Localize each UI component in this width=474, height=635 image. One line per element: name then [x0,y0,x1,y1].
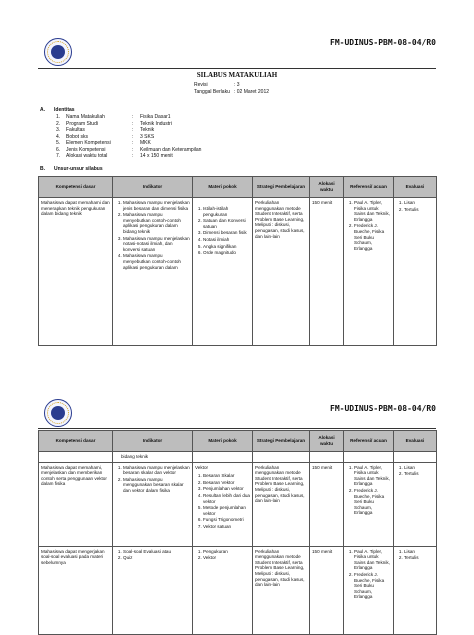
identitas-value: MKK [140,140,151,146]
tanggal-value: : 02 Maret 2012 [234,88,270,95]
list-item: 3. Dimensi besaran fisik [203,230,250,236]
table-row [39,546,437,634]
header-divider [38,428,436,429]
list-item: 2. Tertulis [404,555,434,561]
list-item: 2. Tertulis [404,207,434,213]
list-item: 3. Mahasiswa mampu menjelaskan notasi-notasi ilmiah, dan konversi satuan [123,236,190,253]
indikator-cell [113,546,193,634]
revisi-label: Revisi [194,82,208,88]
list-item: 5. Metode penjumlahan vektor [203,505,250,516]
identitas-colon: : [132,133,134,140]
table-row [39,198,437,346]
alokasi-cell: 150 menit [310,546,344,634]
header-evaluasi: Evaluasi [394,177,437,198]
list-item: 2. Satuan dan Konversi satuan [203,218,250,229]
header-indikator: Indikator [113,177,193,198]
identitas-number: 6. [56,146,61,153]
identitas-number: 5. [56,140,61,146]
table-header-row [39,431,437,452]
section-a-label: Identitas [54,107,75,113]
materi-cell [193,462,253,546]
identitas-colon: : [132,146,134,153]
form-code: FM-UDINUS-PBM-08-04/R0 [330,38,436,47]
referensi-cell [344,198,394,346]
identitas-number: 7. [56,153,61,159]
carry-over-text: bidang teknik [121,454,149,459]
materi-cell [193,198,253,346]
identitas-value: Keilmuan dan Keterampilan [140,146,202,153]
tanggal-label: Tanggal Berlaku [194,88,230,95]
list-item: 6. Orde magnitudo [203,250,250,256]
identitas-colon: : [132,114,134,120]
list-item: 2. Frederick J. Bueche, Fisika Seri Buku Schaum, Erlangga [354,488,391,516]
identitas-label: Bobot sks [66,133,88,140]
strategi-cell: Perkuliahan menggunakan metode Student Interaktif, serta Problem Base Learning, Meliputi : diskusi, penugasan, studi kasus, dan lain-lain [253,546,310,634]
identitas-value: Teknik Industri [140,120,172,127]
list-item: 1. Mahasiswa mampu menjelaskan besaran skalar dan vektor [123,465,190,476]
list-item: 6. Fungsi Trigonometri [203,517,250,523]
identitas-number: 3. [56,127,61,133]
list-item: 7. Vektor satuan [203,524,250,530]
evaluasi-cell [394,462,437,546]
kompetensi-cell: Mahasiswa dapat memahami dan menerapkan teknik pengukuran dalam bidang teknik [39,198,113,346]
indikator-cell [113,462,193,546]
identitas-value: 3 SKS [140,133,155,140]
silabus-table [38,176,437,346]
table-row [39,452,437,463]
empty-cell [193,452,253,463]
kompetensi-cell: Mahasiswa dapat mengerjakan soal-soal evaluasi pada materi sebelumnya [39,546,113,634]
header-materi: Materi pokok [193,177,253,198]
list-item: 1. Soal-soal Evaluasi atau [123,549,190,555]
identitas-label: Elemen Kompetensi [66,140,111,146]
empty-cell [394,452,437,463]
strategi-cell: Perkuliahan menggunakan metode Student Interaktif, serta Problem Base Learning, Meliputi : diskusi, penugasan, studi kasus, dan lain-lain [253,198,310,346]
header-kompetensi: Kompetensi dasar [39,431,113,452]
identitas-label: Nama Matakuliah [66,114,105,120]
alokasi-cell: 150 menit [310,198,344,346]
indikator-cell [113,198,193,346]
list-item: 1. Lisan [404,549,434,555]
header-alokasi: Alokasi waktu [310,431,344,452]
list-item: 1. Pengukuran [203,549,250,555]
identitas-colon: : [132,120,134,127]
list-item: 5. Angka signifikan [203,244,250,250]
identitas-colon: : [132,127,134,133]
section-b-letter: B. [40,166,45,172]
materi-cell [193,546,253,634]
identitas-label: Jenis Kompetensi [66,146,106,153]
referensi-cell [344,546,394,634]
list-item: 1. Istilah-istilah pengukuran [203,206,250,217]
list-item: 1. Mahasiswa mampu menjelaskan jenis besaran dan dimensi fisika [123,200,190,211]
list-item: 2. Besaran Vektor [203,480,250,486]
list-item: 2. Frederick J. Bueche, Fisika Seri Buku Schaum, Erlangga [354,572,391,600]
materi-heading: Vektor [195,464,209,470]
identitas-number: 1. [56,114,61,120]
list-item: 1. Lisan [404,465,434,471]
identitas-value: 14 x 150 menit [140,153,173,159]
list-item: 4. Notasi ilmiah [203,237,250,243]
document-title: SILABUS MATAKULIAH [196,71,278,79]
evaluasi-cell [394,546,437,634]
list-item: 2. Frederick J. Bueche, Fisika Seri Buku Schaum, Erlangga [354,223,391,251]
empty-cell [253,452,310,463]
evaluasi-cell [394,198,437,346]
list-item: 2. Mahasiswa mampu menggunakan besaran skalar dan vektor dalam fisika [123,477,190,494]
list-item: 2. Mahasiswa mampu menyebutkan contoh-contoh aplikasi pengukuran dalam bidang teknik [123,212,190,234]
university-logo-icon [44,38,72,66]
section-a-letter: A. [40,107,45,113]
identitas-colon: : [132,140,134,146]
list-item: 2. Quiz [123,555,190,561]
header-kompetensi: Kompetensi dasar [39,177,113,198]
list-item: 1. Paul A. Tipler, Fisika untuk Sains dan Teknik, Erlangga [354,465,391,487]
empty-cell [39,452,113,463]
silabus-table [38,430,437,635]
header-referensi: Referensi/ acuan [344,177,394,198]
table-header-row [39,177,437,198]
form-code: FM-UDINUS-PBM-08-04/R0 [330,404,436,413]
kompetensi-cell: Mahasiswa dapat memahami, menjelaskan dan memberikan contoh serta penggunaan vektor dalam fisika [39,462,113,546]
header-referensi: Referensi/ acuan [344,431,394,452]
header-alokasi: Alokasi waktu [310,177,344,198]
list-item: 1. Paul A. Tipler, Fisika untuk Sains dan Teknik, Erlangga [354,549,391,571]
header-indikator: Indikator [113,431,193,452]
alokasi-cell: 150 menit [310,462,344,546]
empty-cell [344,452,394,463]
header-materi: Materi pokok [193,431,253,452]
identitas-label: Alokasi waktu total [66,153,108,159]
identitas-number: 2. [56,120,61,127]
list-item: 2. Tertulis [404,471,434,477]
identitas-colon: : [132,153,134,159]
identitas-label: Fakultas [66,127,85,133]
revisi-value: : 3 [234,82,240,88]
section-b-label: Unsur-unsur silabus [54,166,103,172]
identitas-number: 4. [56,133,61,140]
header-divider [38,68,436,69]
list-item: 2. Vektor [203,555,250,561]
list-item: 4. Resultan lebih dari dua vektor [203,493,250,504]
empty-cell [310,452,344,463]
referensi-cell [344,462,394,546]
header-evaluasi: Evaluasi [394,431,437,452]
university-logo-icon [44,399,72,427]
document-page-2 [0,378,474,632]
table-row [39,462,437,546]
identitas-value: Teknik [140,127,155,133]
list-item: 1. Lisan [404,200,434,206]
strategi-cell: Perkuliahan menggunakan metode Student Interaktif, serta Problem Base Learning, Meliputi : diskusi, penugasan, studi kasus, dan lain-lain [253,462,310,546]
list-item: 3. Penjumlahan vektor [203,486,250,492]
identitas-value: Fisika Dasar1 [140,114,171,120]
list-item: 1. Paul A. Tipler, Fisika untuk Sains dan Teknik, Erlangga [354,200,391,222]
list-item: 4. Mahasiswa mampu menyebutkan contoh-contoh aplikasi pengukuran dalam [123,253,190,270]
carry-over-cell [113,452,193,463]
header-strategi: Strategi Pembelajaran [253,431,310,452]
list-item: 1. Besaran Skalar [203,473,250,479]
identitas-label: Program Studi [66,120,98,127]
header-strategi: Strategi Pembelajaran [253,177,310,198]
